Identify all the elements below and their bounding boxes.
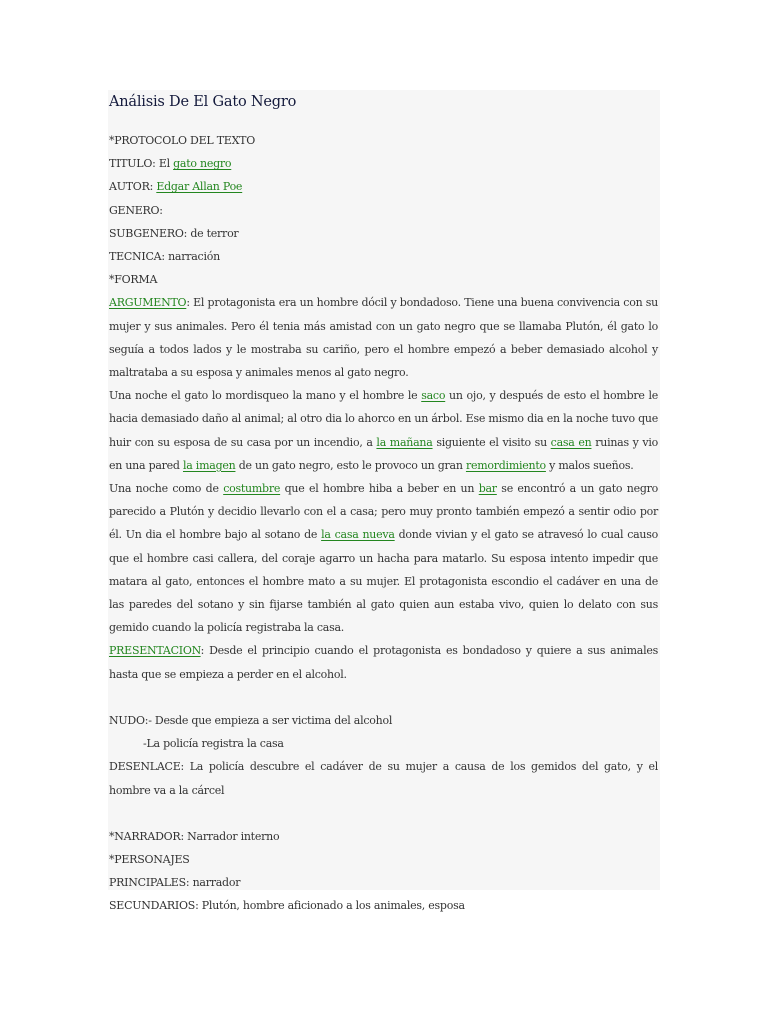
saco-link[interactable]: saco <box>421 389 446 403</box>
protocolo-heading: *PROTOCOLO DEL TEXTO <box>109 134 256 147</box>
autor-line <box>109 175 658 198</box>
argumento-text: : El protagonista era un hombre dócil y bondadoso. Tiene una buena convivencia con su mujer y sus animales. Pero él tenia más amistad con un gato negro que se llamaba Plutón, él gato lo seguía a todos lados y le mostraba su cariño, pero el hombre empezó a beber demasiado alcohol y maltrataba a su esposa y animales menos al gato negro. <box>109 296 658 379</box>
document-body <box>109 129 658 918</box>
story-paragraph-2 <box>109 384 658 477</box>
argumento-link[interactable]: ARGUMENTO <box>109 296 187 310</box>
personajes-heading: *PERSONAJES <box>109 853 190 867</box>
tecnica-line: TECNICA: narración <box>109 249 220 263</box>
p2-text-1: Una noche el gato lo mordisqueo la mano y el hombre le <box>109 389 422 403</box>
la-casa-nueva-link[interactable]: la casa nueva <box>321 528 395 542</box>
la-manana-link[interactable]: la mañana <box>376 435 433 449</box>
desenlace-paragraph: DESENLACE: La policía descubre el cadáver de su mujer a causa de los gemidos del gato, y el hombre va a la cárcel <box>109 760 658 797</box>
bar-link[interactable]: bar <box>478 481 497 495</box>
p2-text-3: siguiente el visito su <box>432 435 551 449</box>
nudo-line-2: -La policía registra la casa <box>143 737 284 751</box>
secundarios-line: SECUNDARIOS: Plutón, hombre aficionado a los animales, esposa <box>109 899 465 913</box>
edgar-allan-poe-link[interactable]: Edgar Allan Poe <box>156 180 243 194</box>
nudo-line: NUDO:- Desde que empieza a ser victima del alcohol <box>109 713 393 727</box>
principales-line: PRINCIPALES: narrador <box>109 876 241 890</box>
casa-en-link[interactable]: casa en <box>550 435 592 449</box>
p3-text-2: que el hombre hiba a beber en un <box>280 481 479 495</box>
story-paragraph-3 <box>109 477 658 639</box>
subgenero-line: SUBGENERO: de terror <box>109 226 239 240</box>
p2-text-2: un ojo, y después de esto el hombre le hacia demasiado daño al animal; al otro dia lo ahorco en un árbol. Ese mismo dia en la noche tuvo que huir con su esposa de su casa por un incendio, a <box>109 389 658 449</box>
p2-text-4: ruinas y vio en una pared <box>109 435 658 472</box>
titulo-label: TITULO: El <box>109 157 174 171</box>
la-imagen-link[interactable]: la imagen <box>182 458 236 472</box>
presentacion-paragraph <box>109 639 658 685</box>
spacer <box>109 686 658 709</box>
presentacion-link[interactable]: PRESENTACION <box>109 644 201 658</box>
page-title: Análisis De El Gato Negro <box>109 94 297 110</box>
forma-heading: *FORMA <box>109 273 158 287</box>
p3-text-1: Una noche como de <box>109 481 224 495</box>
narrador-line: *NARRADOR: Narrador interno <box>109 829 280 843</box>
p3-text-4: donde vivian y el gato se atravesó lo cual causo que el hombre casi callera, del coraje agarro un hacha para matarlo. Su esposa intento impedir que matara al gato, entonces el hombre mato a su mujer. El protagonista escondio el cadáver en una de las paredes del sotano y sin fijarse también al gato quien aun estaba vivo, quien lo delato con sus gemido cuando la policía registraba la casa. <box>109 528 659 635</box>
spacer <box>109 802 658 825</box>
genero-line: GENERO: <box>109 203 163 217</box>
p2-text-5: de un gato negro, esto le provoco un gran <box>235 458 466 472</box>
p3-text-3: se encontró a un gato negro parecido a Plutón y decidio llevarlo con el a casa; pero muy pronto también empezó a sentir odio por él. Un dia el hombre bajo al sotano de <box>109 481 658 542</box>
remordimiento-link[interactable]: remordimiento <box>465 458 546 472</box>
presentacion-text: : Desde el principio cuando el protagonista es bondadoso y quiere a sus animales hasta que se empieza a perder en el alcohol. <box>109 644 658 681</box>
autor-label: AUTOR: <box>109 180 157 194</box>
costumbre-link[interactable]: costumbre <box>223 481 281 495</box>
titulo-line <box>109 152 658 175</box>
gato-negro-link[interactable]: gato negro <box>173 157 232 171</box>
p2-text-6: y malos sueños. <box>545 458 634 472</box>
argumento-paragraph <box>109 291 658 384</box>
